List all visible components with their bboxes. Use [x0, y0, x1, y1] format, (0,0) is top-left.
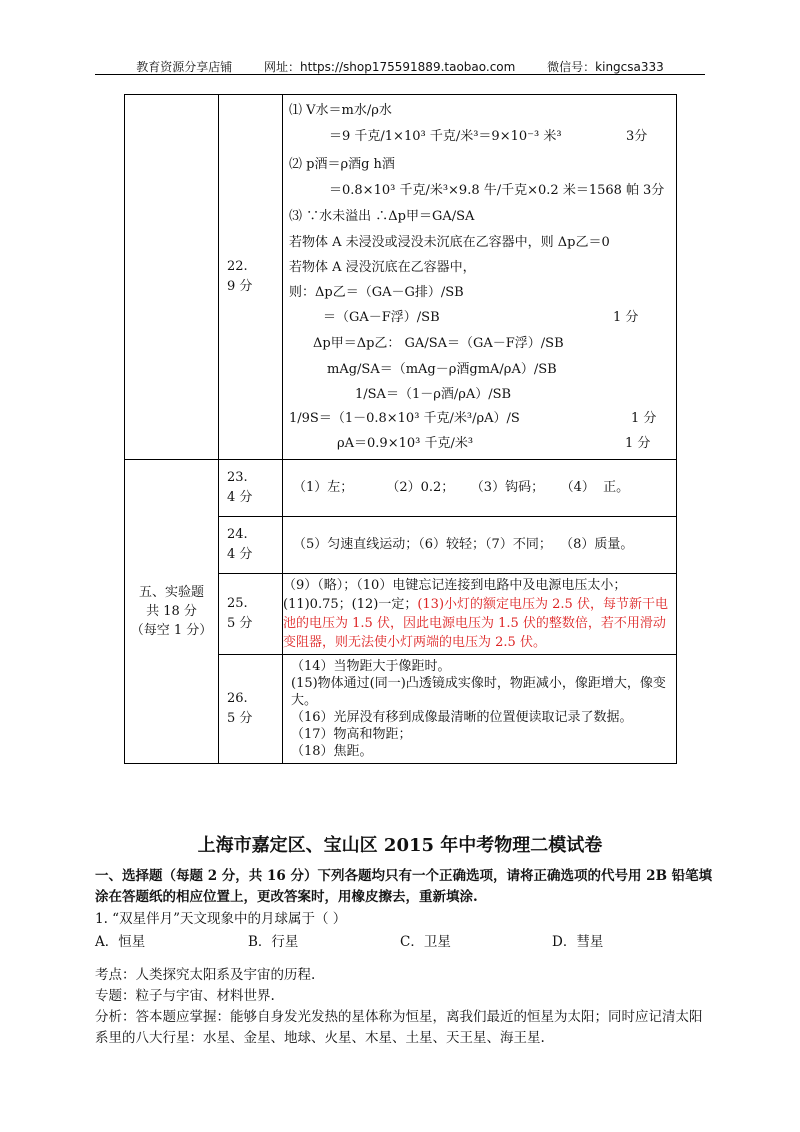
analysis: 分析：答本题应掌握：能够自身发光发热的星体称为恒星，离我们最近的恒星为太阳；同时应记清太阳系里的八大行星：水星、金星、地球、火星、木星、土星、天王星、海王星. — [95, 1009, 703, 1046]
answer-line: 若物体 A 未浸没或浸没未沉底在乙容器中，则 Δp乙＝0 — [289, 235, 610, 250]
answer-line: ⑶ ∵水未溢出 ∴Δp甲＝GA/SA — [289, 209, 475, 224]
shop-name: 教育资源分享店铺 — [136, 60, 233, 74]
question-number-cell — [219, 460, 283, 517]
answer-line: （14）当物距大于像距时。 — [291, 659, 451, 674]
option-a: A．恒星 — [95, 934, 146, 950]
page-header — [95, 58, 705, 75]
section-label-cell — [125, 460, 219, 764]
score-mark: 1 分 — [631, 411, 657, 426]
answer-cell — [283, 655, 677, 764]
answer-cell — [283, 517, 677, 574]
answer-text: (11)0.75；(12)一定； — [283, 597, 418, 612]
question-number: 22. — [227, 259, 248, 274]
question-number: 25. — [227, 596, 248, 611]
score-mark: 1 分 — [625, 436, 651, 451]
answer-line: mAg/SA＝（mAg－ρ酒gmA/ρA）/SB — [327, 362, 557, 377]
answer-line — [283, 595, 676, 652]
section-rule: （每空 1 分） — [130, 623, 213, 638]
shop-url[interactable]: 网址：https://shop175591889.taobao.com — [264, 60, 516, 74]
question-score: 5 分 — [227, 616, 253, 631]
answer-line: ＝9 千克/1×10³ 千克/米³＝9×10⁻³ 米³ — [329, 129, 562, 144]
question-number: 23. — [227, 470, 248, 485]
question-stem: 1. “双星伴月”天文现象中的月球属于（ ） — [95, 911, 347, 927]
score-mark: 3分 — [626, 129, 648, 144]
answer-cell — [283, 95, 677, 460]
table-row-q23 — [125, 460, 677, 517]
answer-table — [124, 94, 677, 764]
question-number: 26. — [227, 691, 248, 706]
header-rule — [95, 74, 705, 75]
question-number-cell — [219, 655, 283, 764]
score-mark: 1 分 — [613, 310, 639, 325]
section-total: 共 18 分 — [146, 604, 197, 619]
table-row-q22 — [125, 95, 677, 460]
exam-title: 上海市嘉定区、宝山区 2015 年中考物理二模试卷 — [197, 835, 603, 856]
answer-line: 若物体 A 浸没沉底在乙容器中， — [289, 260, 476, 275]
wechat-id: 微信号：kingcsa333 — [547, 60, 664, 74]
answer-text: （1）左； （2）0.2； （3）钩码； （4） 正。 — [293, 480, 630, 495]
instructions: 一、选择题（每题 2 分，共 16 分）下列各题均只有一个正确选项，请将正确选项的代号用 2B 铅笔填涂在答题纸的相应位置上，更改答案时，用橡皮擦去，重新填涂. — [95, 868, 713, 905]
answer-line: ⑵ p酒＝ρ酒g h酒 — [289, 157, 395, 172]
answer-text-highlighted: (13)小灯的额定电压为 2.5 伏，每节新干电池的电压为 1.5 伏，因此电源电压为 1.5 伏的整数倍，若不用滑动变阻器，则无法使小灯两端的电压为 2.5 伏。 — [283, 597, 668, 650]
section-title: 五、实验题 — [138, 585, 204, 600]
topic: 专题：粒子与宇宙、材料世界. — [95, 988, 275, 1004]
question-number-cell — [219, 95, 283, 460]
knowledge-point: 考点：人类探究太阳系及宇宙的历程. — [95, 967, 316, 983]
option-c: C．卫星 — [400, 934, 451, 950]
question-number: 24. — [227, 527, 248, 542]
question-number-cell — [219, 574, 283, 655]
answer-cell — [283, 574, 677, 655]
answer-line: ρA＝0.9×10³ 千克/米³ — [337, 436, 474, 451]
option-b: B．行星 — [248, 934, 299, 950]
answer-line: 1/9S＝（1－0.8×10³ 千克/米³/ρA）/S — [289, 411, 520, 426]
answer-line: （17）物高和物距； — [291, 727, 412, 742]
score-mark: 3分 — [643, 183, 665, 198]
answer-text: （5）匀速直线运动；（6）较轻；（7）不同； （8）质量。 — [293, 537, 634, 552]
question-number-cell — [219, 517, 283, 574]
answer-line: ＝（GA－F浮）/SB — [323, 310, 440, 325]
option-d: D．彗星 — [552, 934, 604, 950]
answer-line: (15)物体通过(同一)凸透镜成实像时，物距减小，像距增大，像变大。 — [291, 676, 666, 708]
answer-line: （16）光屏没有移到成像最清晰的位置便读取记录了数据。 — [291, 710, 633, 725]
answer-line: （18）焦距。 — [291, 744, 373, 759]
answer-line: ＝0.8×10³ 千克/米³×9.8 牛/千克×0.2 米＝1568 帕 — [329, 183, 640, 198]
answer-line: ⑴ V水＝m水/ρ水 — [289, 103, 392, 118]
answer-line: Δp甲＝Δp乙： GA/SA＝（GA－F浮）/SB — [313, 336, 564, 351]
question-score: 4 分 — [227, 547, 253, 562]
answer-line: （9）（略）；（10）电键忘记连接到电路中及电源电压太小； — [283, 578, 627, 593]
question-score: 4 分 — [227, 490, 253, 505]
question-score: 9 分 — [227, 279, 253, 294]
question-score: 5 分 — [227, 711, 253, 726]
answer-cell — [283, 460, 677, 517]
answer-line: 1/SA＝（1－ρ酒/ρA）/SB — [355, 387, 512, 402]
answer-line: 则：Δp乙＝（GA－G排）/SB — [289, 285, 464, 300]
section-cell-empty — [125, 95, 219, 460]
